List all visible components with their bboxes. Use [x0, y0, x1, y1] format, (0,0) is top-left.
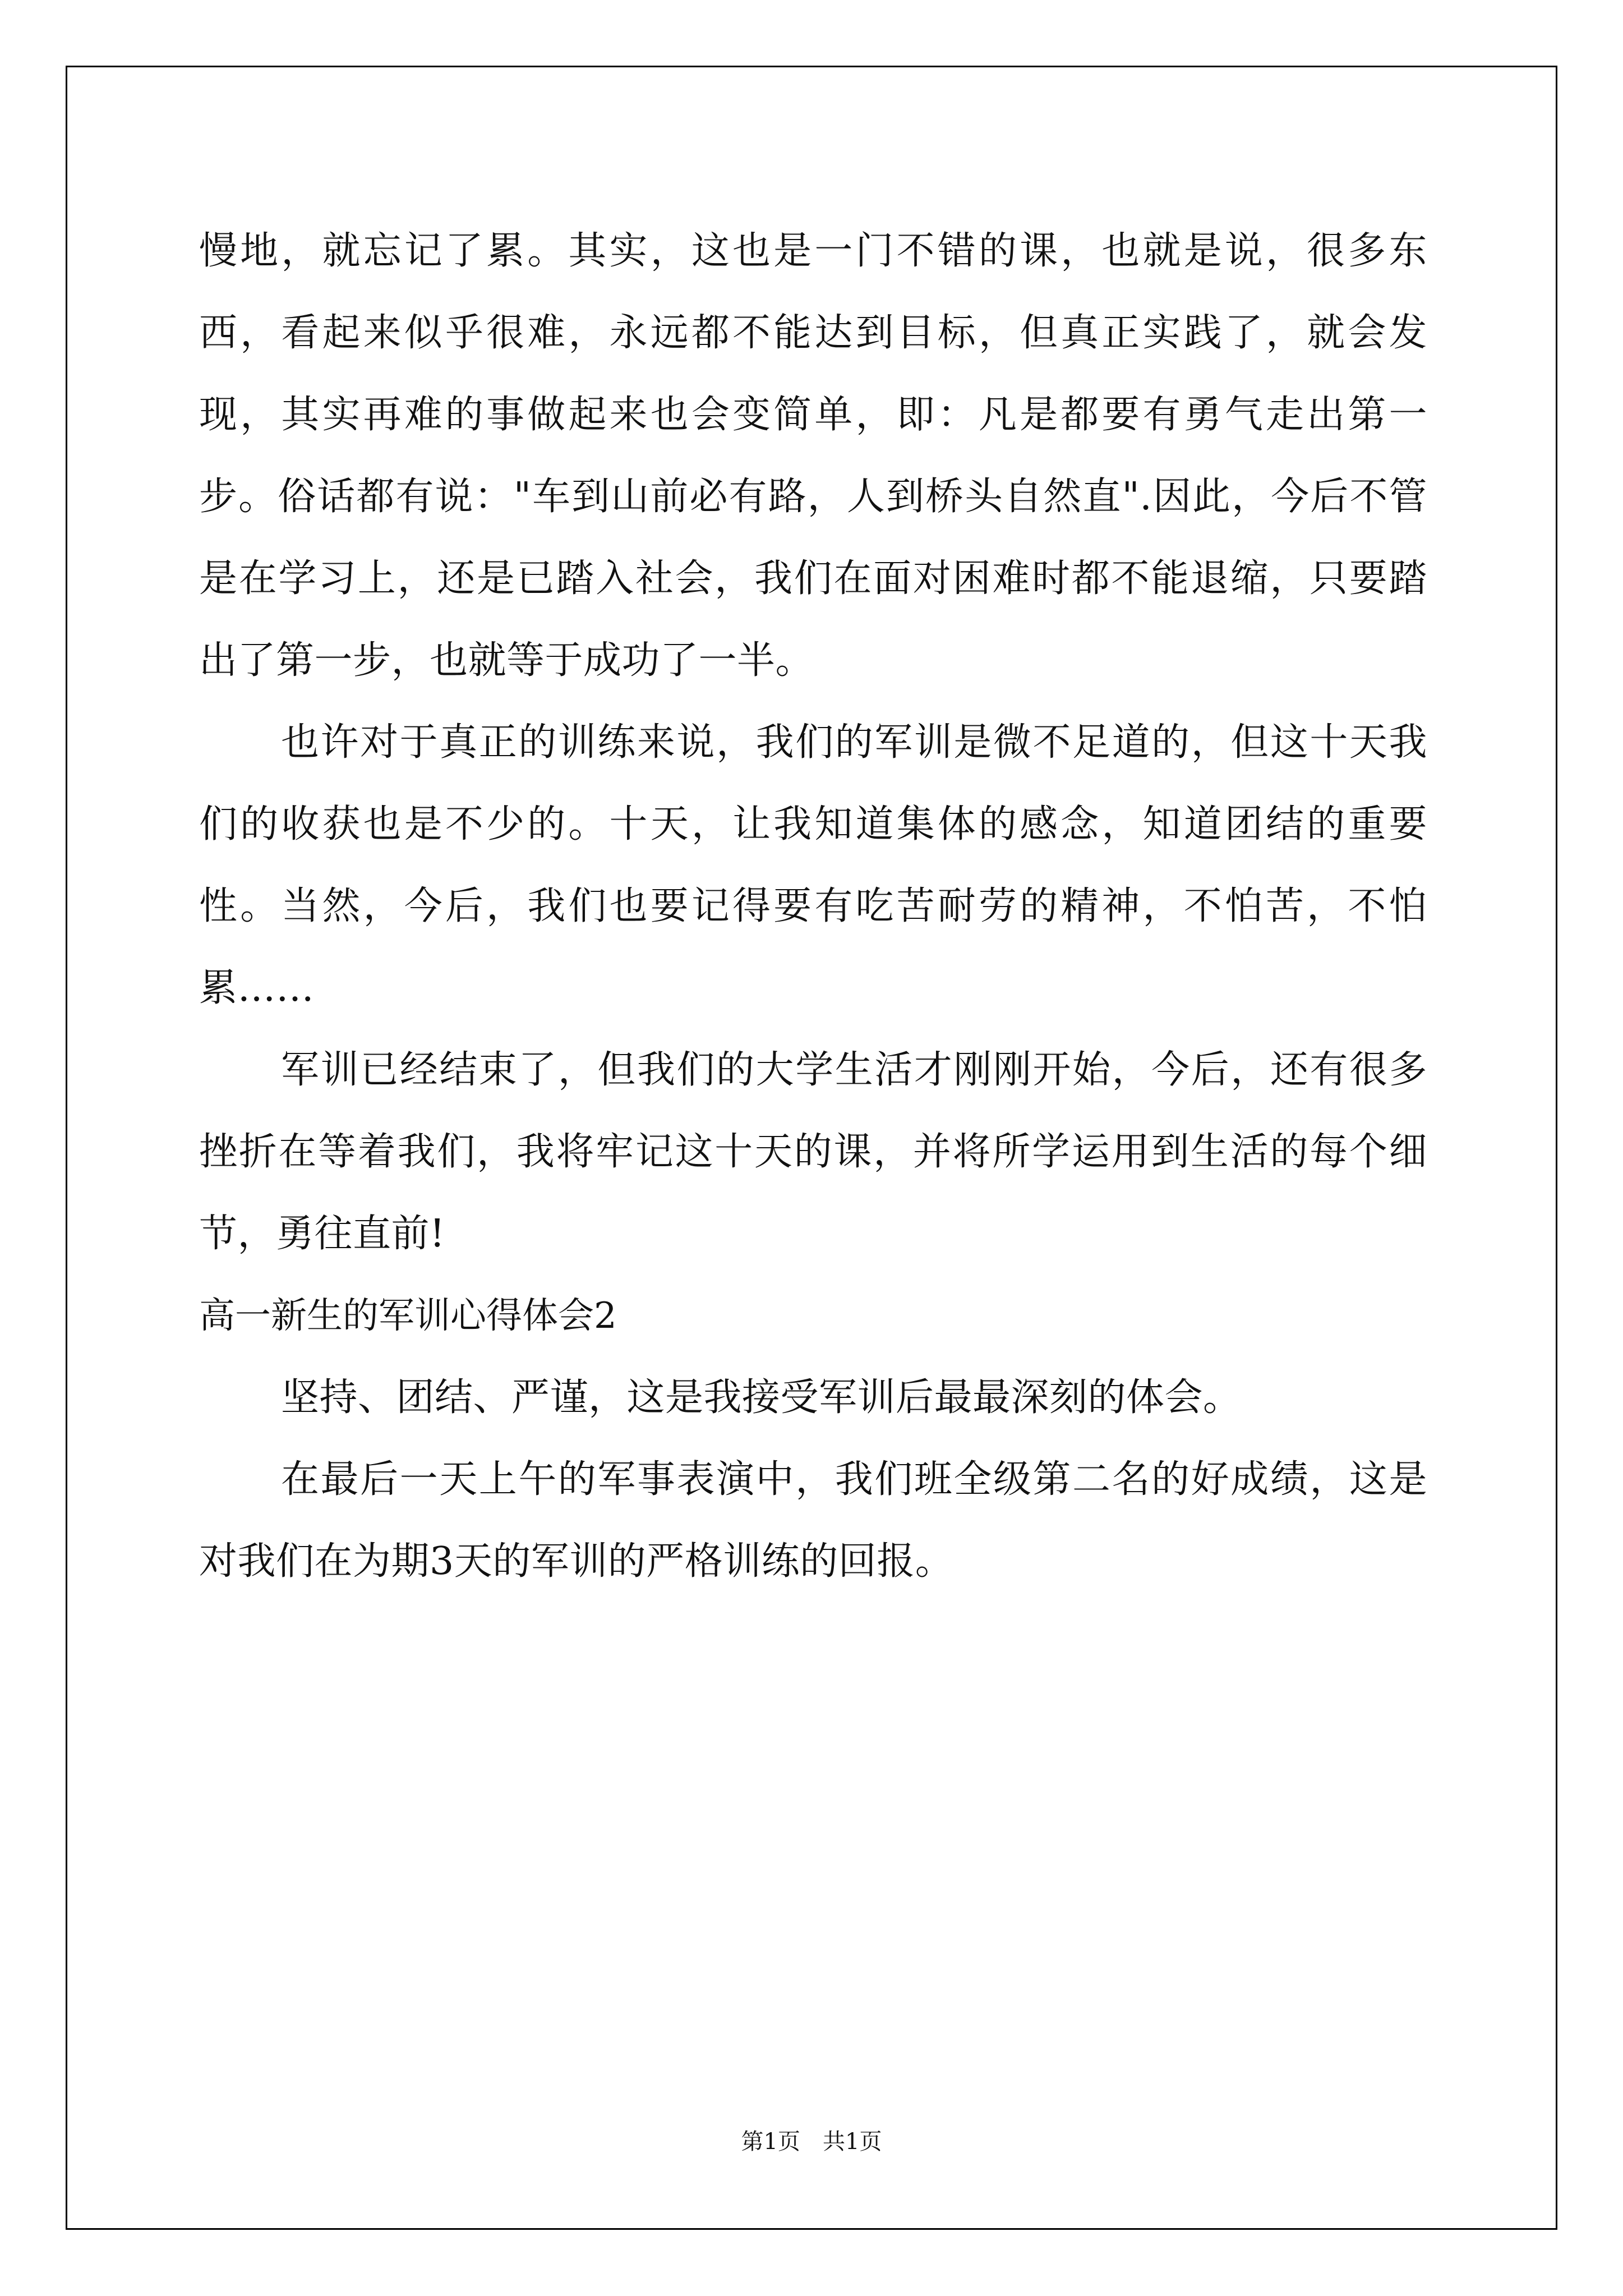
document-body	[199, 210, 1427, 1603]
section-heading: 高一新生的军训心得体会2	[199, 1295, 617, 1337]
paragraph-5: 在最后一天上午的军事表演中，我们班全级第二名的好成绩，这是对我们在为期3天的军训的严格训练的回报。	[199, 1457, 1427, 1584]
paragraph-4: 坚持、团结、严谨，这是我接受军训后最最深刻的体会。	[281, 1375, 1242, 1420]
page-number: 第1页	[741, 2129, 800, 2155]
page-footer	[0, 2126, 1623, 2157]
paragraph-2: 也许对于真正的训练来说，我们的军训是微不足道的，但这十天我们的收获也是不少的。十天，让我知道集体的感念，知道团结的重要性。当然，今后，我们也要记得要有吃苦耐劳的精神，不怕苦，不怕累……	[199, 720, 1427, 1010]
paragraph-3: 军训已经结束了，但我们的大学生活才刚刚开始，今后，还有很多挫折在等着我们，我将牢记这十天的课，并将所学运用到生活的每个细节，勇往直前!	[199, 1048, 1427, 1256]
page-total: 共1页	[823, 2129, 882, 2155]
paragraph-1: 慢地，就忘记了累。其实，这也是一门不错的课，也就是说，很多东西，看起来似乎很难，永远都不能达到目标，但真正实践了，就会发现，其实再难的事做起来也会变简单，即：凡是都要有勇气走出第一步。俗话都有说："车到山前必有路，人到桥头自然直".因此，今后不管是在学习上，还是已踏入社会，我们在面对困难时都不能退缩，只要踏出了第一步，也就等于成功了一半。	[199, 229, 1427, 683]
